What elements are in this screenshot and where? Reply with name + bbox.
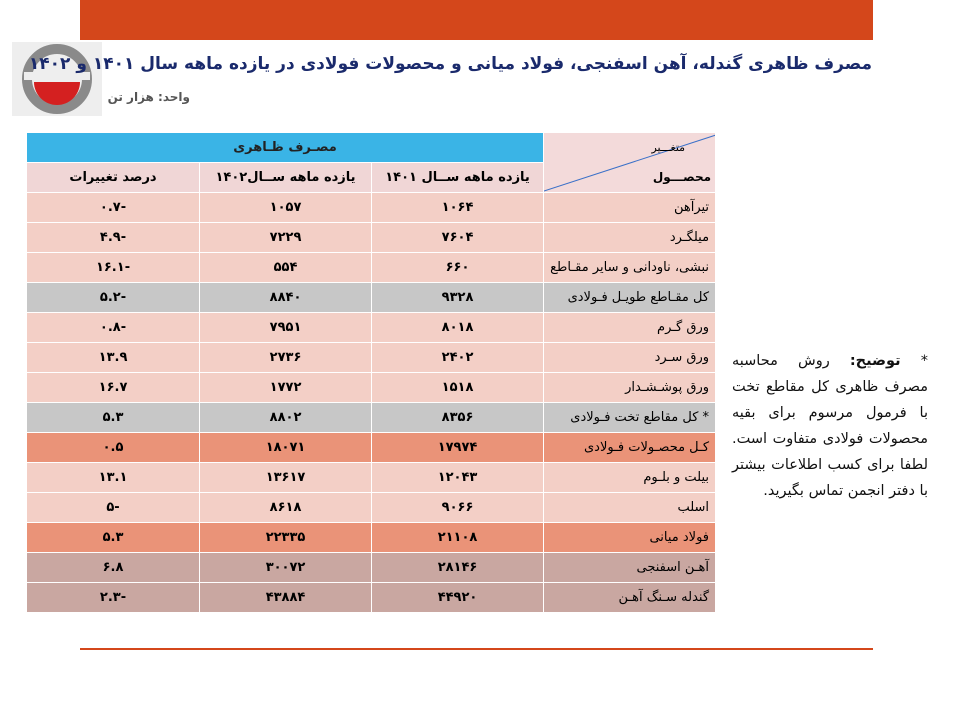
product-cell: اسلب <box>544 493 716 523</box>
change-cell: -۵ <box>27 493 200 523</box>
change-cell: -۰.۸ <box>27 313 200 343</box>
value-1402-cell: ۳۰۰۷۲ <box>200 553 372 583</box>
product-cell: آهـن اسفنجی <box>544 553 716 583</box>
value-1401-cell: ۱۲۰۴۳ <box>372 463 544 493</box>
product-cell: ورق گـرم <box>544 313 716 343</box>
value-1401-cell: ۲۸۱۴۶ <box>372 553 544 583</box>
table-row <box>27 193 716 223</box>
value-1401-cell: ۷۶۰۴ <box>372 223 544 253</box>
bottom-accent-line <box>80 648 873 650</box>
change-cell: ۱۳.۹ <box>27 343 200 373</box>
table-row <box>27 403 716 433</box>
product-cell: ورق سـرد <box>544 343 716 373</box>
value-1402-cell: ۲۲۳۳۵ <box>200 523 372 553</box>
table-row <box>27 493 716 523</box>
value-1402-cell: ۷۹۵۱ <box>200 313 372 343</box>
table-row <box>27 433 716 463</box>
value-1402-cell: ۲۷۳۶ <box>200 343 372 373</box>
change-cell: -۴.۹ <box>27 223 200 253</box>
table-row <box>27 343 716 373</box>
table-row <box>27 553 716 583</box>
page-title: مصرف ظاهری گندله، آهن اسفنجی، فولاد میانی و محصولات فولادی در یازده ماهه سال ۱۴۰۱ و ۱۴۰۲ <box>28 54 872 74</box>
table-body <box>27 193 716 613</box>
value-1401-cell: ۲۱۱۰۸ <box>372 523 544 553</box>
value-1402-cell: ۷۲۲۹ <box>200 223 372 253</box>
change-cell: -۰.۷ <box>27 193 200 223</box>
value-1401-cell: ۶۶۰ <box>372 253 544 283</box>
value-1402-cell: ۴۳۸۸۴ <box>200 583 372 613</box>
header-variable: متغـــیر <box>651 141 686 154</box>
product-cell: گندله سـنگ آهـن <box>544 583 716 613</box>
product-cell: فولاد میانی <box>544 523 716 553</box>
table-row <box>27 583 716 613</box>
value-1402-cell: ۸۸۴۰ <box>200 283 372 313</box>
header-1401: یازده ماهه ســال ۱۴۰۱ <box>372 163 544 193</box>
change-cell: ۱۳.۱ <box>27 463 200 493</box>
value-1401-cell: ۹۰۶۶ <box>372 493 544 523</box>
value-1401-cell: ۹۳۲۸ <box>372 283 544 313</box>
value-1402-cell: ۱۳۶۱۷ <box>200 463 372 493</box>
value-1401-cell: ۴۴۹۲۰ <box>372 583 544 613</box>
product-cell: کـل محصـولات فـولادی <box>544 433 716 463</box>
product-cell: ورق پوشـشـدار <box>544 373 716 403</box>
consumption-table <box>26 132 716 613</box>
product-cell: نبشی، ناودانی و سایر مقـاطع <box>544 253 716 283</box>
product-cell: میلگـرد <box>544 223 716 253</box>
value-1401-cell: ۱۵۱۸ <box>372 373 544 403</box>
table-row <box>27 373 716 403</box>
table-row <box>27 223 716 253</box>
change-cell: -۲.۳ <box>27 583 200 613</box>
change-cell: ۱۶.۷ <box>27 373 200 403</box>
value-1402-cell: ۸۸۰۲ <box>200 403 372 433</box>
change-cell: ۰.۵ <box>27 433 200 463</box>
note-text: روش محاسبه مصرف ظاهری کل مقاطع تخت با فرمول مرسوم برای بقیه محصولات فولادی متفاوت است. لطفا برای کسب اطلاعات بیشتر با دفتر انجمن تماس بگیرید. <box>732 353 928 499</box>
unit-label: واحد: هزار تن <box>107 90 190 104</box>
change-cell: -۵.۲ <box>27 283 200 313</box>
top-accent-bar <box>80 0 873 40</box>
value-1401-cell: ۸۳۵۶ <box>372 403 544 433</box>
table-row <box>27 463 716 493</box>
header-apparent-consumption: مصـرف ظـاهری <box>27 133 544 163</box>
table-row <box>27 253 716 283</box>
product-cell: * کل مقاطع تخت فـولادی <box>544 403 716 433</box>
value-1401-cell: ۸۰۱۸ <box>372 313 544 343</box>
table-row <box>27 283 716 313</box>
value-1402-cell: ۸۶۱۸ <box>200 493 372 523</box>
header-change: درصد تغییرات <box>27 163 200 193</box>
header-variable-product <box>544 133 716 193</box>
table-row <box>27 523 716 553</box>
value-1402-cell: ۱۷۷۲ <box>200 373 372 403</box>
value-1402-cell: ۵۵۴ <box>200 253 372 283</box>
value-1401-cell: ۱۷۹۷۴ <box>372 433 544 463</box>
explanation-note <box>732 348 928 504</box>
product-cell: بیلت و بلـوم <box>544 463 716 493</box>
product-cell: کل مقـاطع طویـل فـولادی <box>544 283 716 313</box>
value-1402-cell: ۱۰۵۷ <box>200 193 372 223</box>
header-1402: یازده ماهه ســال۱۴۰۲ <box>200 163 372 193</box>
value-1401-cell: ۲۴۰۲ <box>372 343 544 373</box>
value-1402-cell: ۱۸۰۷۱ <box>200 433 372 463</box>
change-cell: ۶.۸ <box>27 553 200 583</box>
change-cell: -۱۶.۱ <box>27 253 200 283</box>
product-cell: تیرآهن <box>544 193 716 223</box>
note-star: * <box>920 353 928 369</box>
header-product: محصـــول <box>652 170 712 184</box>
change-cell: ۵.۳ <box>27 523 200 553</box>
value-1401-cell: ۱۰۶۴ <box>372 193 544 223</box>
change-cell: ۵.۳ <box>27 403 200 433</box>
note-label: توضیح: <box>849 353 901 369</box>
table-row <box>27 313 716 343</box>
